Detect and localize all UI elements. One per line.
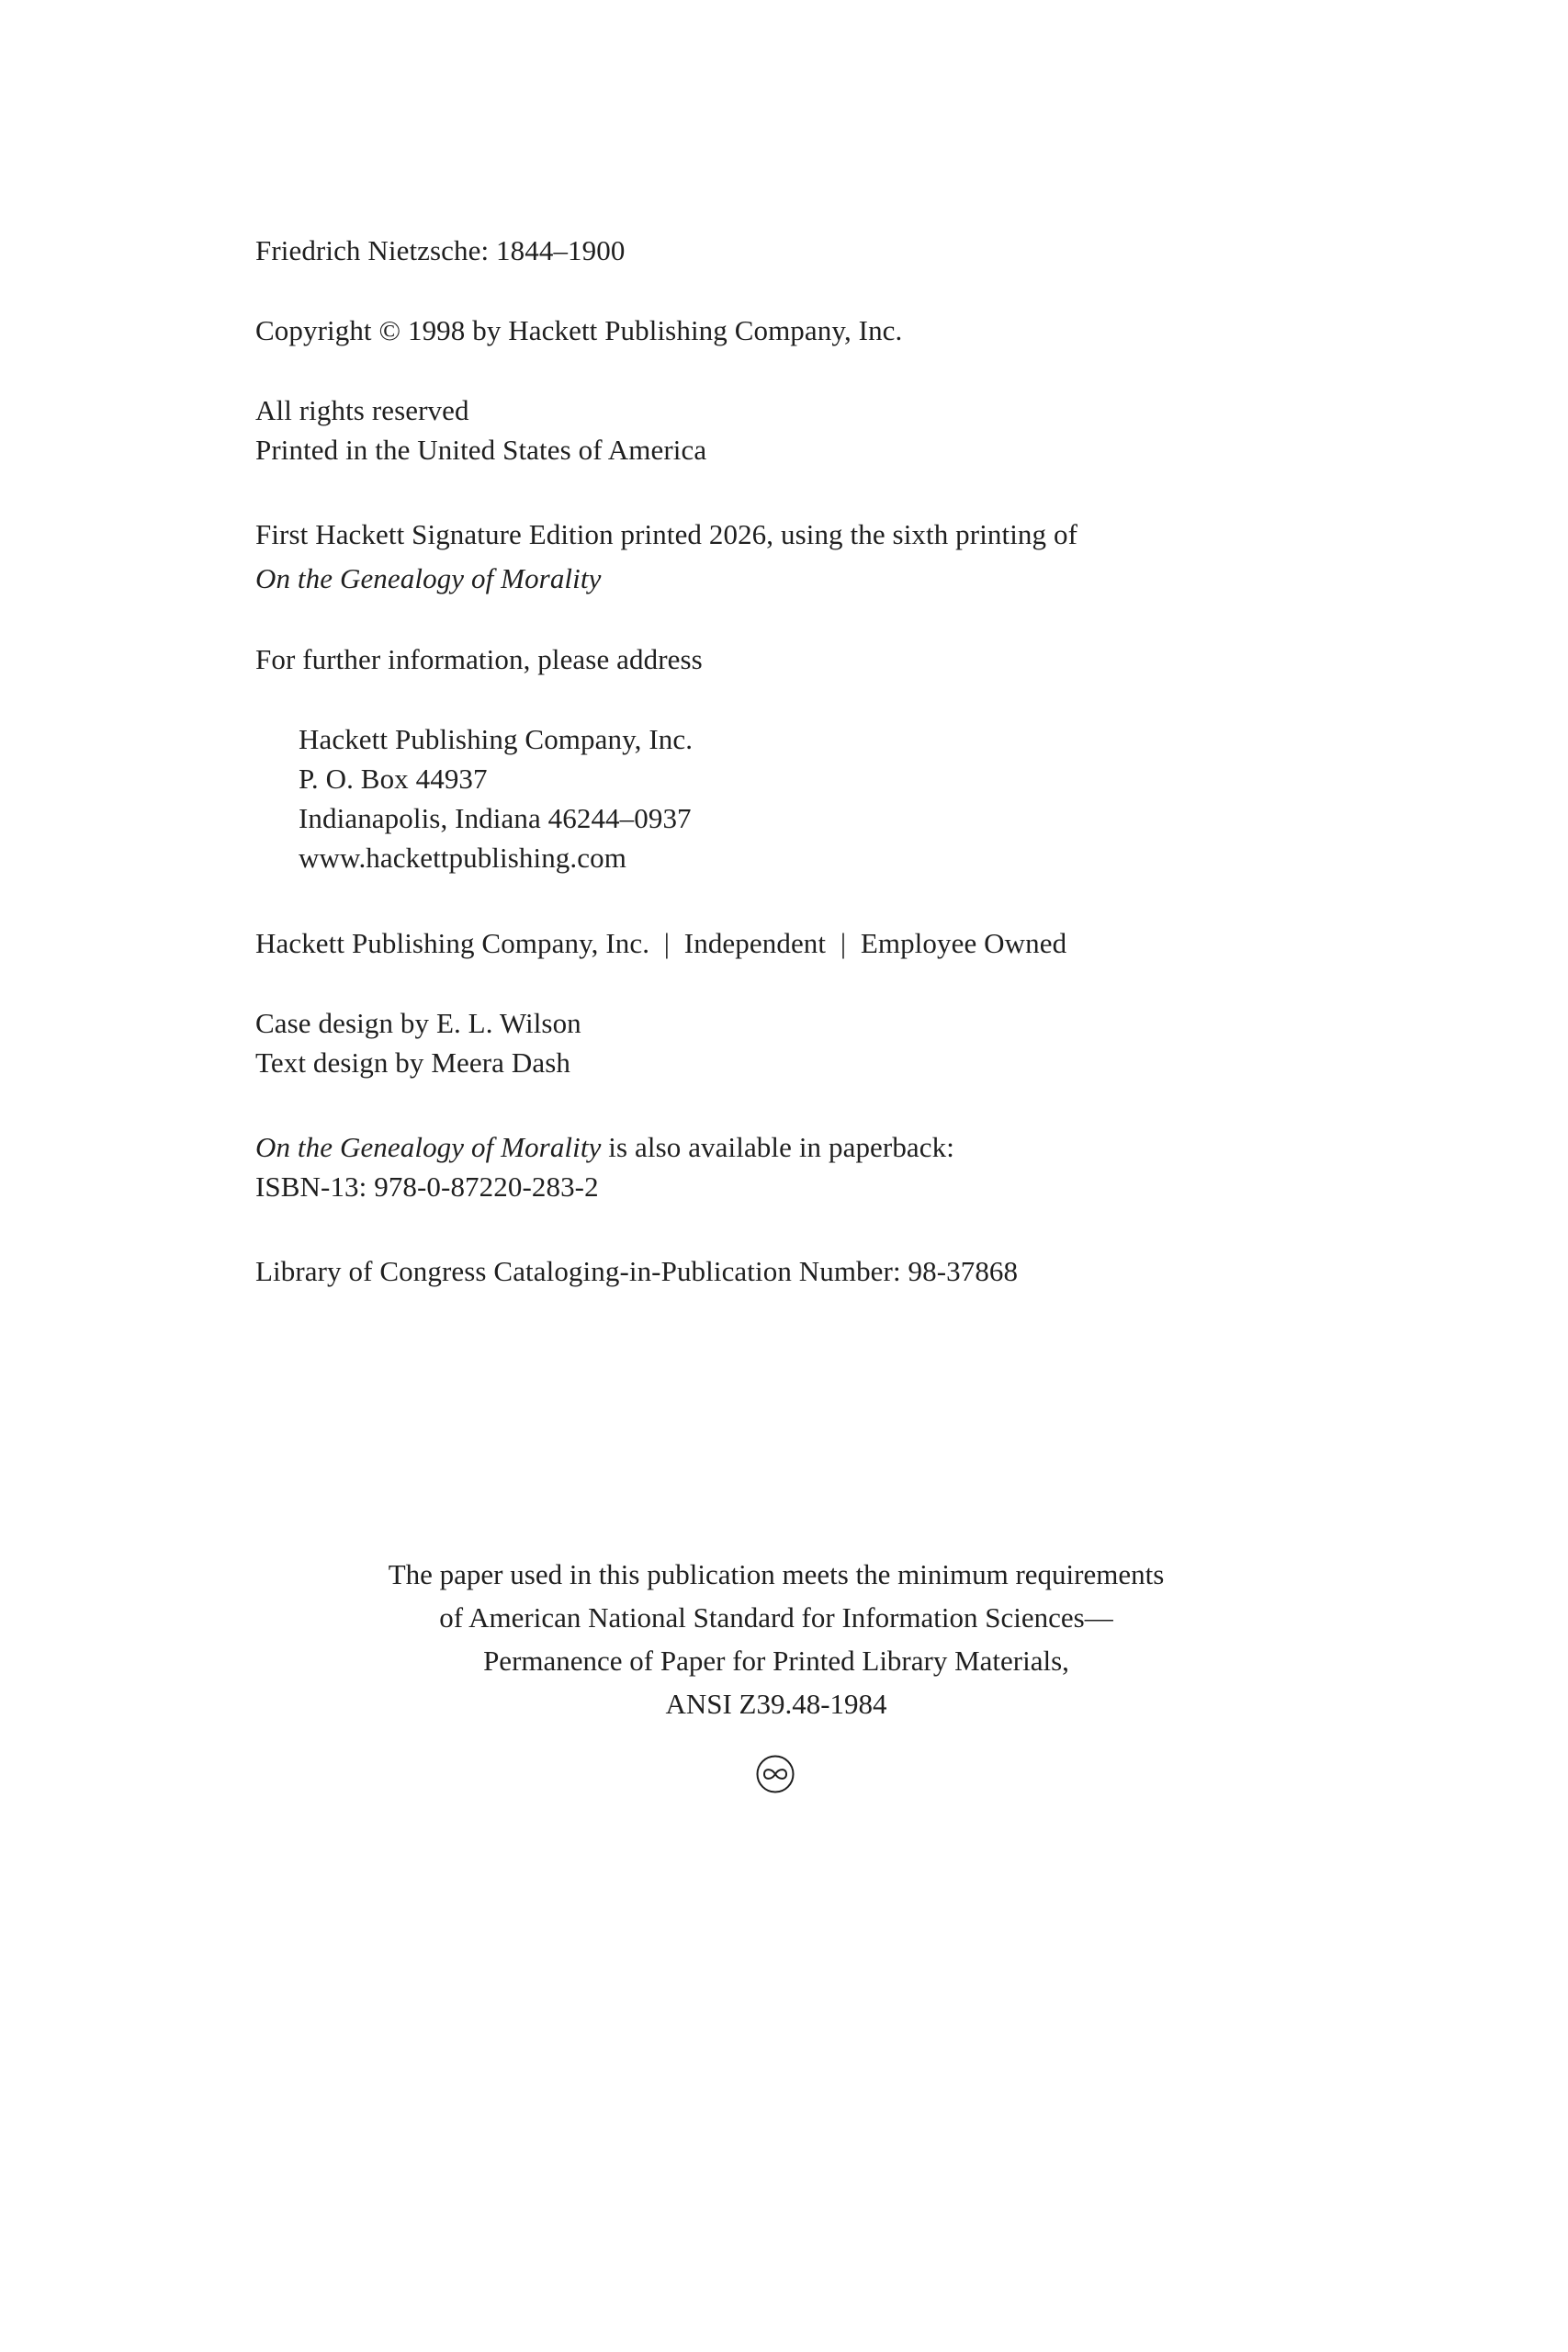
edition-title: On the Genealogy of Morality bbox=[255, 562, 602, 594]
copyright-line: Copyright © 1998 by Hackett Publishing Company, Inc. bbox=[255, 314, 903, 346]
text-design: Text design by Meera Dash bbox=[255, 1046, 570, 1079]
rights-reserved: All rights reserved bbox=[255, 394, 469, 426]
address-po-box: P. O. Box 44937 bbox=[299, 763, 488, 795]
paperback-text: is also available in paperback: bbox=[601, 1131, 954, 1163]
author-line: Friedrich Nietzsche: 1844–1900 bbox=[255, 234, 626, 266]
isbn: ISBN-13: 978-0-87220-283-2 bbox=[255, 1170, 599, 1203]
address-city: Indianapolis, Indiana 46244–0937 bbox=[299, 802, 692, 834]
infinity-circle-icon bbox=[755, 1754, 795, 1794]
paper-notice-line-3: Permanence of Paper for Printed Library Materials, bbox=[483, 1645, 1069, 1677]
further-info: For further information, please address bbox=[255, 643, 703, 675]
paper-notice-line-2: of American National Standard for Information Sciences— bbox=[439, 1601, 1113, 1634]
paperback-title: On the Genealogy of Morality bbox=[255, 1131, 602, 1163]
address-company: Hackett Publishing Company, Inc. bbox=[299, 723, 694, 755]
paper-notice-line-4: ANSI Z39.48-1984 bbox=[665, 1688, 887, 1720]
paperback-line bbox=[255, 1129, 954, 1166]
printed-in: Printed in the United States of America bbox=[255, 434, 707, 466]
edition-line: First Hackett Signature Edition printed 2026, using the sixth printing of bbox=[255, 518, 1078, 550]
paper-notice-line-1: The paper used in this publication meets the minimum requirements bbox=[388, 1558, 1165, 1590]
company-tagline: Hackett Publishing Company, Inc. | Independent | Employee Owned bbox=[255, 927, 1067, 959]
address-website: www.hackettpublishing.com bbox=[299, 842, 626, 874]
case-design: Case design by E. L. Wilson bbox=[255, 1007, 581, 1039]
lccn: Library of Congress Cataloging-in-Publication Number: 98-37868 bbox=[255, 1255, 1019, 1287]
